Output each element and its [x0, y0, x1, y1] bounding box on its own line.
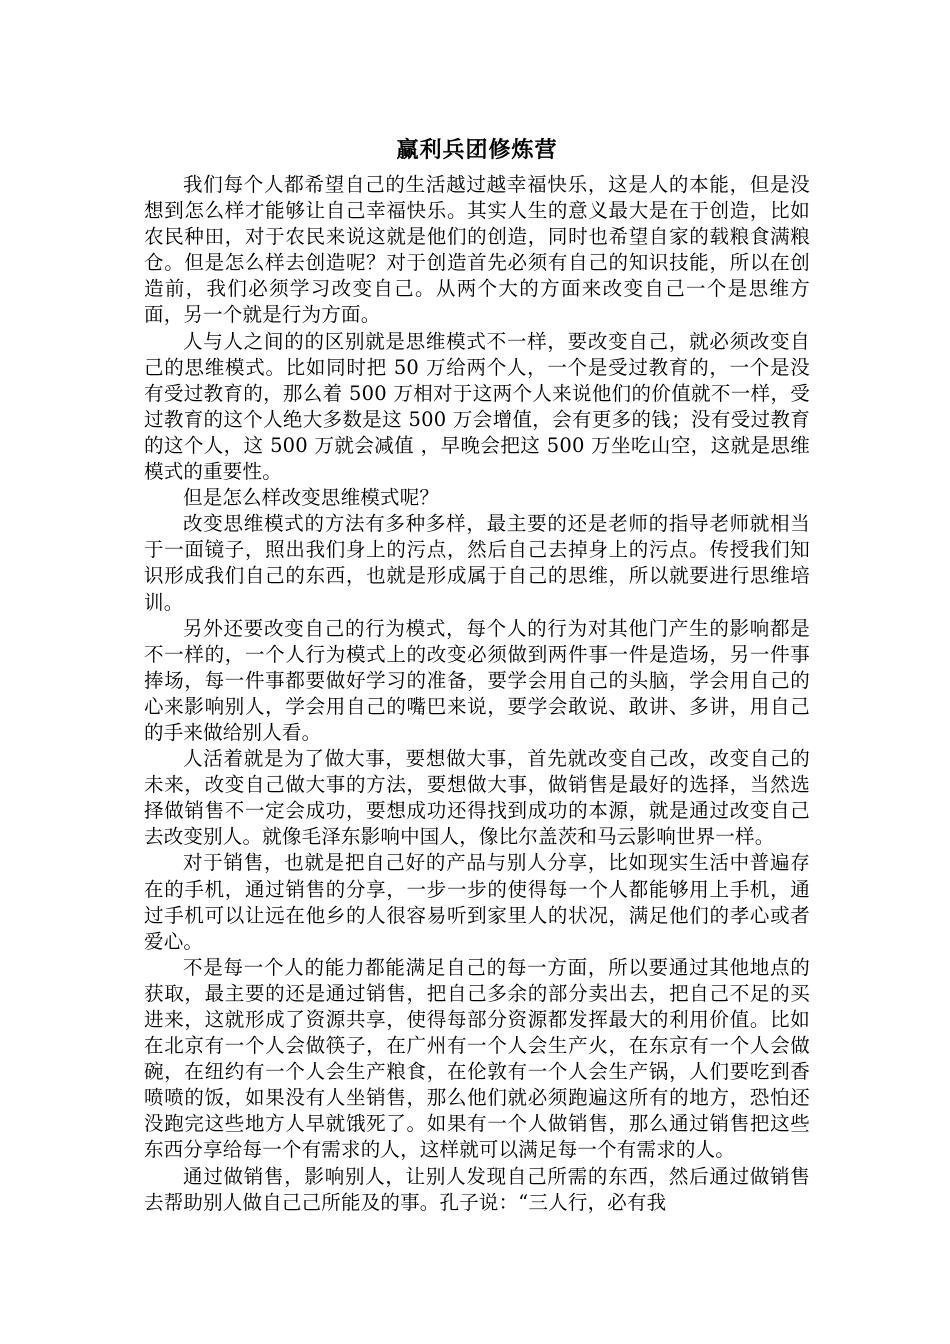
paragraph-1: 我们每个人都希望自己的生活越过越幸福快乐，这是人的本能，但是没想到怎么样才能够让自己幸福快乐。其实人生的意义最大是在于创造，比如农民种田，对于农民来说这就是他们的创造，同时也希望自家的载粮食满粮仓。但是怎么样去创造呢？对于创造首先必须有自己的知识技能，所以在创造前，我们必须学习改变自己。从两个大的方面来改变自己一个是思维方面，另一个就是行为方面。 — [144, 173, 810, 327]
paragraph-9: 通过做销售，影响别人，让别人发现自己所需的东西，然后通过做销售去帮助别人做自己己所能及的事。孔子说：“三人行，必有我 — [144, 1164, 810, 1214]
paragraph-3: 但是怎么样改变思维模式呢？ — [183, 486, 440, 510]
document-body — [144, 128, 810, 1216]
paragraph-8: 不是每一个人的能力都能满足自己的每一方面，所以要通过其他地点的获取，最主要的还是通过销售，把自己多余的部分卖出去，把自己不足的买进来，这就形成了资源共享，使得每部分资源都发挥最大的利用价值。比如在北京有一个人会做筷子，在广州有一个人会生产火，在东京有一个人会做碗，在纽约有一个人会生产粮食，在伦敦有一个人会生产锅，人们要吃到香喷喷的饭，如果没有人坐销售，那么他们就必须跑遍这所有的地方，恐怕还没跑完这些地方人早就饿死了。如果有一个人做销售，那么通过销售把这些东西分享给每一个有需求的人，这样就可以满足每一个有需求的人。 — [144, 955, 810, 1162]
paragraph-7: 对于销售，也就是把自己好的产品与别人分享，比如现实生活中普遍存在的手机，通过销售的分享，一步一步的使得每一个人都能够用上手机，通过手机可以让远在他乡的人很容易听到家里人的状况，满足他们的孝心或者爱心。 — [144, 851, 810, 953]
paragraph-5: 另外还要改变自己的行为模式，每个人的行为对其他门产生的影响都是不一样的，一个人行为模式上的改变必须做到两件事一件是造场，另一件事捧场，每一件事都要做好学习的准备，要学会用自己的头脑，学会用自己的心来影响别人，学会用自己的嘴巴来说，要学会敢说、敢讲、多讲，用自己的手来做给别人看。 — [144, 616, 810, 744]
paragraph-6: 人活着就是为了做大事，要想做大事，首先就改变自己改，改变自己的未来，改变自己做大事的方法，要想做大事，做销售是最好的选择，当然选择做销售不一定会成功，要想成功还得找到成功的本源，就是通过改变自己去改变别人。就像毛泽东影响中国人，像比尔盖茨和马云影响世界一样。 — [144, 747, 810, 849]
paragraph-2: 人与人之间的的区别就是思维模式不一样，要改变自己，就必须改变自己的思维模式。比如同时把 50 万给两个人，一个是受过教育的，一个是没有受过教育的，那么着 500 万相对于这两个人来说他们的价值就不一样，受过教育的这个人绝大多数是这 500 万会增值，会有更多的钱；没有受过教育的这个人，这 500 万就会减值 ，早晚会把这 500 万坐吃山空，这就是思维模式的重要性。 — [144, 329, 810, 484]
paragraph-4: 改变思维模式的方法有多种多样，最主要的还是老师的指导老师就相当于一面镜子，照出我们身上的污点，然后自己去掉身上的污点。传授我们知识形成我们自己的东西，也就是形成属于自己的思维，所以就要进行思维培训。 — [144, 512, 810, 614]
document-title: 赢利兵团修炼营 — [396, 137, 558, 163]
